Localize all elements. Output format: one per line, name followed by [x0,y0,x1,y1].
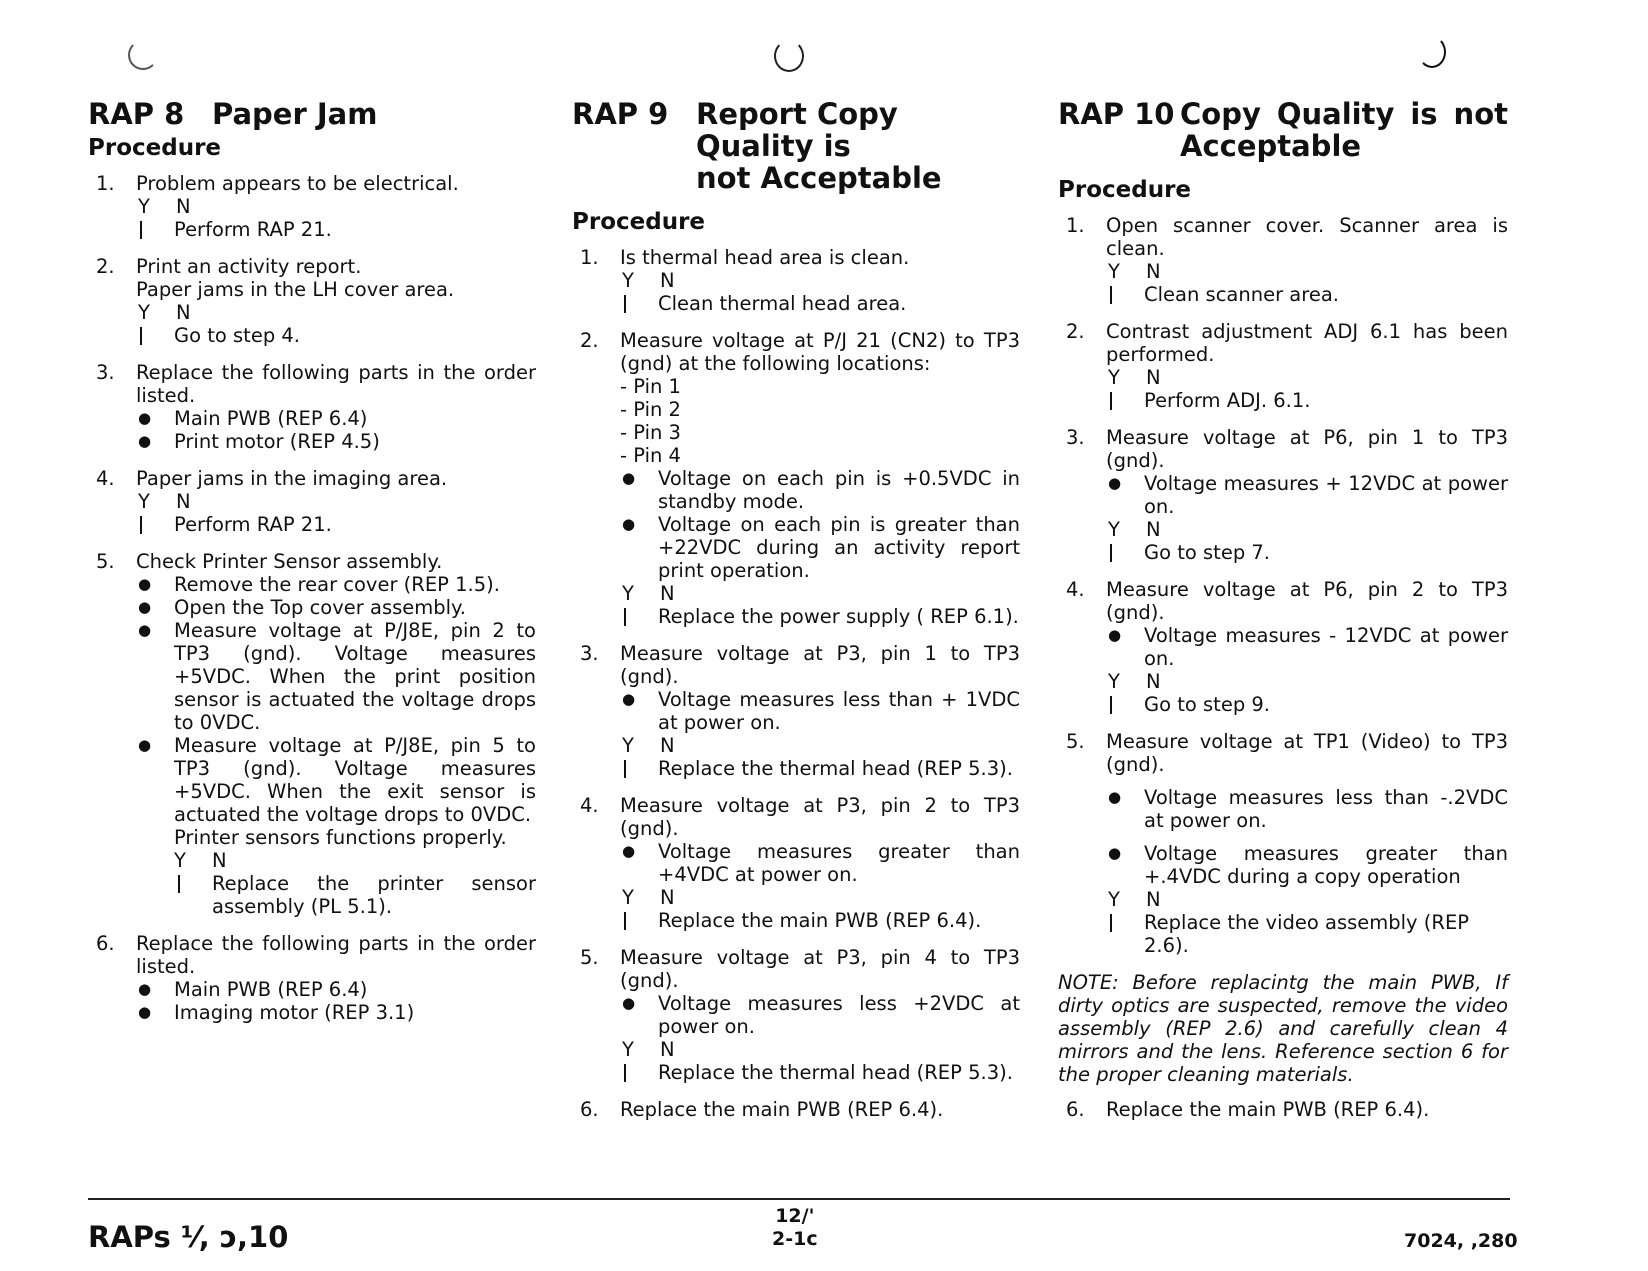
bullet-item: ● Voltage measures less +2VDC at power on. [620,992,1020,1038]
footer-date: 12/' [775,1205,815,1227]
bullet-item: ● Remove the rear cover (REP 1.5). [136,573,536,596]
step-text: Replace the following parts in the order listed. [136,932,536,978]
no-label: N [660,734,675,757]
bullet-list [136,573,536,826]
rap8-steps [88,172,536,1024]
footer-page: 2-1ⅽ [772,1228,818,1250]
rap8-title: Paper Jam [212,97,378,131]
rap10-steps [1058,214,1508,957]
pin-item: - Pin 4 [620,444,681,467]
no-label: N [1146,366,1161,389]
no-branch-action: Clean scanner area. [1106,283,1508,306]
bullet-list [620,992,1020,1038]
no-label: N [1146,670,1161,693]
bullet-item: ● Voltage on each pin is +0.5VDC in standby mode. [620,467,1020,513]
rap10-step-6 [1058,1098,1508,1121]
step-number: 4. [580,794,599,817]
no-branch-action: Perform ADJ. 6.1. [1106,389,1508,412]
step-text: Measure voltage at P6, pin 2 to TP3 (gnd). [1106,578,1508,624]
rap9-procedure-heading: Procedure [572,209,706,235]
step-number: 2. [1066,320,1085,343]
no-branch-action: Replace the thermal head (REP 5.3). [620,757,1020,780]
step-number: 5. [580,946,599,969]
nested-yes-no [136,849,536,918]
no-branch-action: Clean thermal head area. [620,292,1020,315]
yes-no-row [620,734,1020,757]
footer-page-number [772,1205,818,1251]
footer-model-number: 7024, ,280 [1404,1230,1518,1252]
yes-no-row [1106,366,1508,389]
rap10-column [1058,98,1508,1135]
yes-label: Y [1108,260,1120,283]
bullet-item: ● Voltage measures + 12VDC at power on. [1106,472,1508,518]
rap10-note: NOTE: Before replacintg the main PWB, If dirty optics are suspected, remove the video assembly (REP 2.6) and carefully clean 4 mirrors and the lens. Reference section 6 for the proper cleaning materials. [1058,971,1508,1086]
yes-no-row [620,1038,1020,1061]
no-label: N [660,886,675,909]
step-number: 1. [1066,214,1085,237]
no-label: N [1146,888,1161,911]
rap10-title [1180,98,1508,162]
pin-item: - Pin 1 [620,375,681,398]
step-text: Print an activity report. [136,255,362,278]
step-text: Paper jams in the LH cover area. [136,278,455,301]
step-number: 4. [1066,578,1085,601]
no-label: N [1146,260,1161,283]
rap9-step-2 [572,329,1020,628]
bullet-list [136,407,536,453]
no-branch-action: Replace the printer sensor assembly (PL 5.1). [174,872,536,918]
pin-item: - Pin 3 [620,421,681,444]
pin-item: - Pin 2 [620,398,681,421]
yes-label: Y [138,490,150,513]
step-text: Replace the main PWB (REP 6.4). [620,1098,944,1121]
yes-no-row [1106,670,1508,693]
no-label: N [660,582,675,605]
bullet-item: ● Print motor (REP 4.5) [136,430,536,453]
no-branch-action: Perform RAP 21. [136,218,536,241]
punch-hole-mark [774,40,804,72]
step-number: 3. [1066,426,1085,449]
rap8-step-1 [88,172,536,241]
step-number: 2. [96,255,115,278]
rap10-procedure-heading: Procedure [1058,177,1192,203]
rap9-title-line1: Report Copy Quality is [696,97,898,163]
no-branch-action: Replace the thermal head (REP 5.3). [620,1061,1020,1084]
yes-label: Y [1108,670,1120,693]
step-number: 6. [1066,1098,1085,1121]
rap9-step-4 [572,794,1020,932]
yes-label: Y [622,582,634,605]
bullet-item: ● Voltage measures - 12VDC at power on. [1106,624,1508,670]
no-branch-action: Replace the video assembly (REP 2.6). [1106,911,1508,957]
no-branch-action: Go to step 9. [1106,693,1508,716]
step-text: Measure voltage at P3, pin 4 to TP3 (gnd). [620,946,1020,992]
bullet-item: ● Main PWB (REP 6.4) [136,978,536,1001]
no-label: N [212,849,227,872]
rap9-step-3 [572,642,1020,780]
step-number: 1. [96,172,115,195]
step-text: Measure voltage at P3, pin 1 to TP3 (gnd). [620,642,1020,688]
no-branch-action: Go to step 7. [1106,541,1508,564]
step-number: 1. [580,246,599,269]
step-text: Measure voltage at P/J 21 (CN2) to TP3 (gnd) at the following locations: [620,329,1020,375]
yes-no-row [136,490,536,513]
bullet-item: ● Voltage measures less than -.2VDC at power on. [1106,786,1508,832]
no-label: N [660,1038,675,1061]
rap9-title-line2: not Acceptable [696,161,942,195]
bullet-item: ● Voltage on each pin is greater than +22VDC during an activity report print operation. [620,513,1020,582]
no-label: N [176,301,191,324]
bullet-item: ● Voltage measures greater than +.4VDC during a copy operation [1106,842,1508,888]
rap8-step-2 [88,255,536,347]
rap10-step-4 [1058,578,1508,716]
scan-artifact-mark [1418,36,1446,68]
yes-no-row [1106,518,1508,541]
bullet-item: ● Voltage measures less than + 1VDC at power on. [620,688,1020,734]
yes-label: Y [1108,518,1120,541]
step-number: 2. [580,329,599,352]
no-label: N [1146,518,1161,541]
rap8-step-6 [88,932,536,1024]
rap8-step-3 [88,361,536,453]
yes-no-row [1106,888,1508,911]
rap9-column [572,98,1020,1135]
step-text: Measure voltage at P6, pin 1 to TP3 (gnd). [1106,426,1508,472]
yes-no-row [136,195,536,218]
yes-label: Y [138,301,150,324]
yes-label: Y [622,1038,634,1061]
bullet-list [136,978,536,1024]
yes-no-row [620,582,1020,605]
yes-no-row [1106,260,1508,283]
rap10-title-line1: Copy Quality is not [1180,97,1508,131]
step-result-text: Printer sensors functions properly. [174,826,507,849]
rap9-heading [572,98,1020,194]
yes-label: Y [622,886,634,909]
bullet-list [1106,624,1508,670]
bullet-list [1106,786,1508,888]
bullet-item: ● Measure voltage at P/J8E, pin 2 to TP3 (gnd). Voltage measures +5VDC. When the print position sensor is actuated the voltage drops to 0VDC. [136,619,536,734]
rap10-number: RAP 10 [1058,97,1175,131]
bullet-list [620,688,1020,734]
rap9-step-5 [572,946,1020,1084]
bullet-item: ● Measure voltage at P/J8E, pin 5 to TP3 (gnd). Voltage measures +5VDC. When the exit sensor is actuated the voltage drops to 0VDC. [136,734,536,826]
step-text: Replace the following parts in the order listed. [136,361,536,407]
yes-label: Y [138,195,150,218]
no-label: N [660,269,675,292]
bullet-item: ● Voltage measures greater than +4VDC at power on. [620,840,1020,886]
rap10-last-step [1058,1098,1508,1121]
rap8-column [88,98,536,1038]
yes-label: Y [622,269,634,292]
footer-rule [88,1198,1510,1200]
yes-no-row [174,849,536,872]
step-text: Contrast adjustment ADJ 6.1 has been performed. [1106,320,1508,366]
no-branch-action: Replace the power supply ( REP 6.1). [620,605,1020,628]
yes-label: Y [1108,366,1120,389]
yes-no-row [620,886,1020,909]
rap9-steps [572,246,1020,1121]
rap9-step-6 [572,1098,1020,1121]
no-branch-action: Go to step 4. [136,324,536,347]
rap9-number: RAP 9 [572,97,669,131]
rap10-step-3 [1058,426,1508,564]
yes-label: Y [1108,888,1120,911]
rap8-step-5 [88,550,536,918]
yes-no-row [620,269,1020,292]
bullet-item: ● Main PWB (REP 6.4) [136,407,536,430]
step-text: Problem appears to be electrical. [136,172,459,195]
bullet-item: ● Imaging motor (REP 3.1) [136,1001,536,1024]
step-number: 3. [580,642,599,665]
rap9-title [696,98,1020,194]
yes-no-row [136,301,536,324]
step-number: 4. [96,467,115,490]
no-label: N [176,195,191,218]
footer-section-label: RAPs ⅟, ↄ,10 [88,1220,289,1254]
rap8-number: RAP 8 [88,97,185,131]
step-text: Measure voltage at P3, pin 2 to TP3 (gnd). [620,794,1020,840]
rap8-step-4 [88,467,536,536]
step-text: Open scanner cover. Scanner area is clean. [1106,214,1508,260]
step-text: Paper jams in the imaging area. [136,467,448,490]
step-text: Measure voltage at TP1 (Video) to TP3 (gnd). [1106,730,1508,776]
step-number: 6. [96,932,115,955]
bullet-list [620,840,1020,886]
rap10-step-5 [1058,730,1508,957]
step-number: 6. [580,1098,599,1121]
bullet-item: ● Open the Top cover assembly. [136,596,536,619]
step-text: Replace the main PWB (REP 6.4). [1106,1098,1430,1121]
rap10-step-1 [1058,214,1508,306]
bullet-list [620,467,1020,582]
rap10-heading [1058,98,1508,162]
step-text: Check Printer Sensor assembly. [136,550,443,573]
no-branch-action: Replace the main PWB (REP 6.4). [620,909,1020,932]
step-text: Is thermal head area is clean. [620,246,910,269]
step-number: 5. [96,550,115,573]
rap8-procedure-heading: Procedure [88,135,222,161]
no-branch-action: Perform RAP 21. [136,513,536,536]
scan-artifact-mark [128,40,158,70]
step-number: 5. [1066,730,1085,753]
rap8-heading [88,98,536,130]
rap10-step-2 [1058,320,1508,412]
yes-label: Y [622,734,634,757]
yes-label: Y [174,849,186,872]
rap9-step-1 [572,246,1020,315]
rap10-title-line2: Acceptable [1180,129,1362,163]
no-label: N [176,490,191,513]
step-number: 3. [96,361,115,384]
bullet-list [1106,472,1508,518]
